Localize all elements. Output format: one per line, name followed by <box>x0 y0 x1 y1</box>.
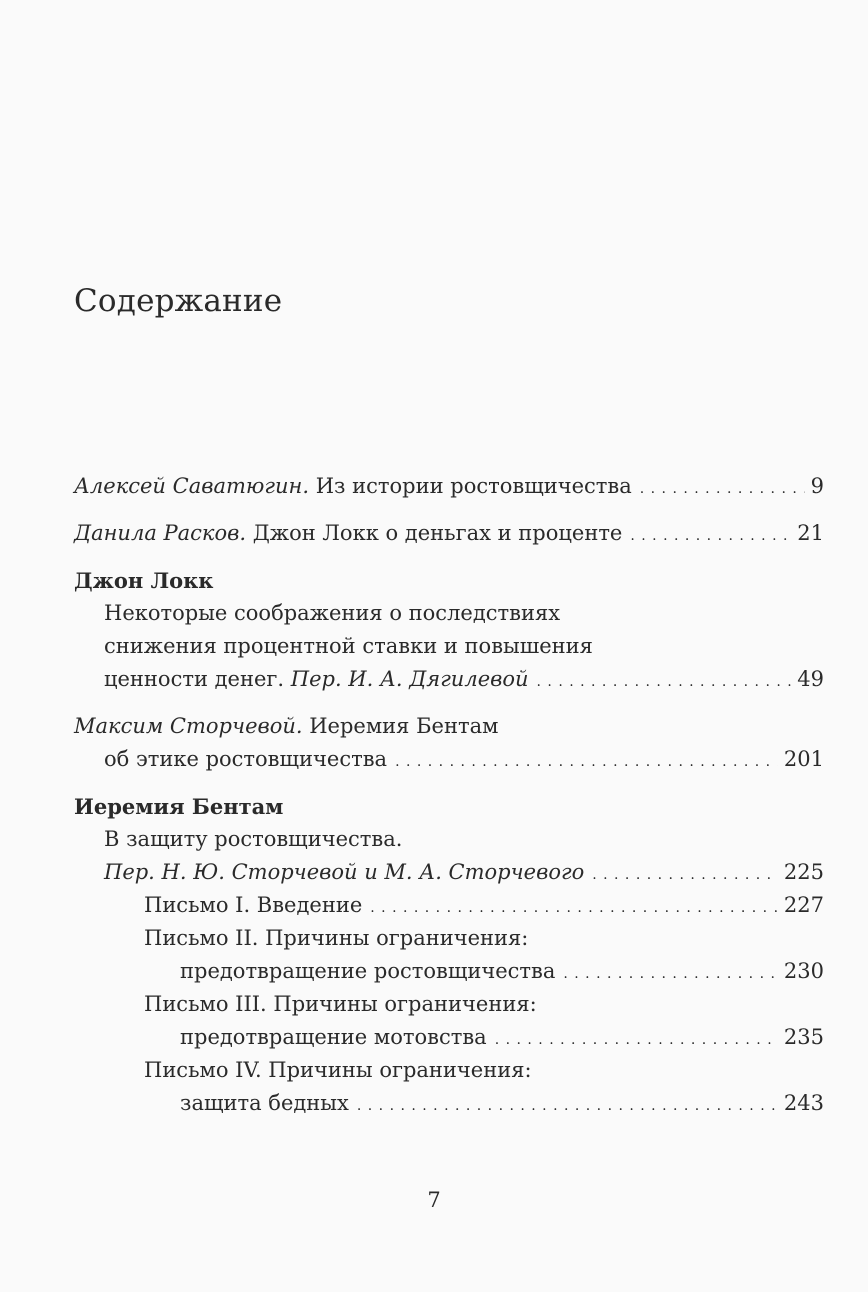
dot-leader <box>370 889 778 922</box>
entry-page: 201 <box>783 747 824 771</box>
table-of-contents <box>74 470 824 1134</box>
dot-leader <box>630 517 791 550</box>
subentry-title-line: предотвращение мотовства <box>180 1025 487 1049</box>
entry-page: 235 <box>783 1025 824 1049</box>
subentry-letter-1 <box>74 889 824 922</box>
entry-title-line: об этике ростовщичества <box>104 747 388 771</box>
page-number: 7 <box>427 1188 441 1212</box>
toc-entry-raskov <box>74 517 824 550</box>
subentry-title: Письмо II. Причины ограничения: <box>144 926 529 950</box>
entry-title: Из истории ростовщичества <box>309 474 632 498</box>
toc-section-locke <box>74 564 824 696</box>
toc-section-bentham <box>74 790 824 1120</box>
page-title: Содержание <box>74 282 283 319</box>
dot-leader <box>563 955 778 988</box>
entry-title: Джон Локк о деньгах и проценте <box>246 521 623 545</box>
entry-page: 49 <box>797 667 824 691</box>
entry-title-line: Некоторые соображения о последствиях <box>104 601 561 625</box>
subentry-title-line: защита бедных <box>180 1091 349 1115</box>
entry-translator: Пер. И. А. Дягилевой <box>290 667 529 691</box>
entry-page: 227 <box>783 893 824 917</box>
entry-page: 225 <box>783 860 824 884</box>
entry-translator: Пер. Н. Ю. Сторчевой и М. А. Сторчевого <box>104 860 585 884</box>
entry-author: Алексей Саватюгин. <box>74 474 310 498</box>
dot-leader <box>495 1021 778 1054</box>
entry-title: Иеремия Бентам <box>302 714 499 738</box>
subentry-letter-3 <box>74 988 824 1054</box>
dot-leader <box>395 743 778 776</box>
dot-leader <box>640 470 805 503</box>
entry-page: 243 <box>783 1091 824 1115</box>
entry-page: 230 <box>783 959 824 983</box>
entry-title-line: снижения процентной ставки и повышения <box>104 634 593 658</box>
entry-author: Данила Расков. <box>74 521 247 545</box>
subentry-letter-2 <box>74 922 824 988</box>
subentry-title-line: предотвращение ростовщичества <box>180 959 556 983</box>
toc-entry-storchevoy <box>74 710 824 776</box>
section-heading: Иеремия Бентам <box>74 794 284 819</box>
subentry-title: Письмо III. Причины ограничения: <box>144 992 537 1016</box>
subentry-title: Письмо IV. Причины ограничения: <box>144 1058 532 1082</box>
entry-title-line: ценности денег. <box>104 667 291 691</box>
section-heading: Джон Локк <box>74 568 214 593</box>
entry-page: 9 <box>810 474 824 498</box>
entry-page: 21 <box>797 521 824 545</box>
dot-leader <box>357 1087 778 1120</box>
entry-author: Максим Сторчевой. <box>74 714 303 738</box>
dot-leader <box>592 856 778 889</box>
entry-title-line: В защиту ростовщичества. <box>104 827 403 851</box>
toc-entry-savatyugin <box>74 470 824 503</box>
subentry-letter-4 <box>74 1054 824 1120</box>
dot-leader <box>537 663 792 696</box>
subentry-title: Письмо I. Введение <box>144 893 363 917</box>
